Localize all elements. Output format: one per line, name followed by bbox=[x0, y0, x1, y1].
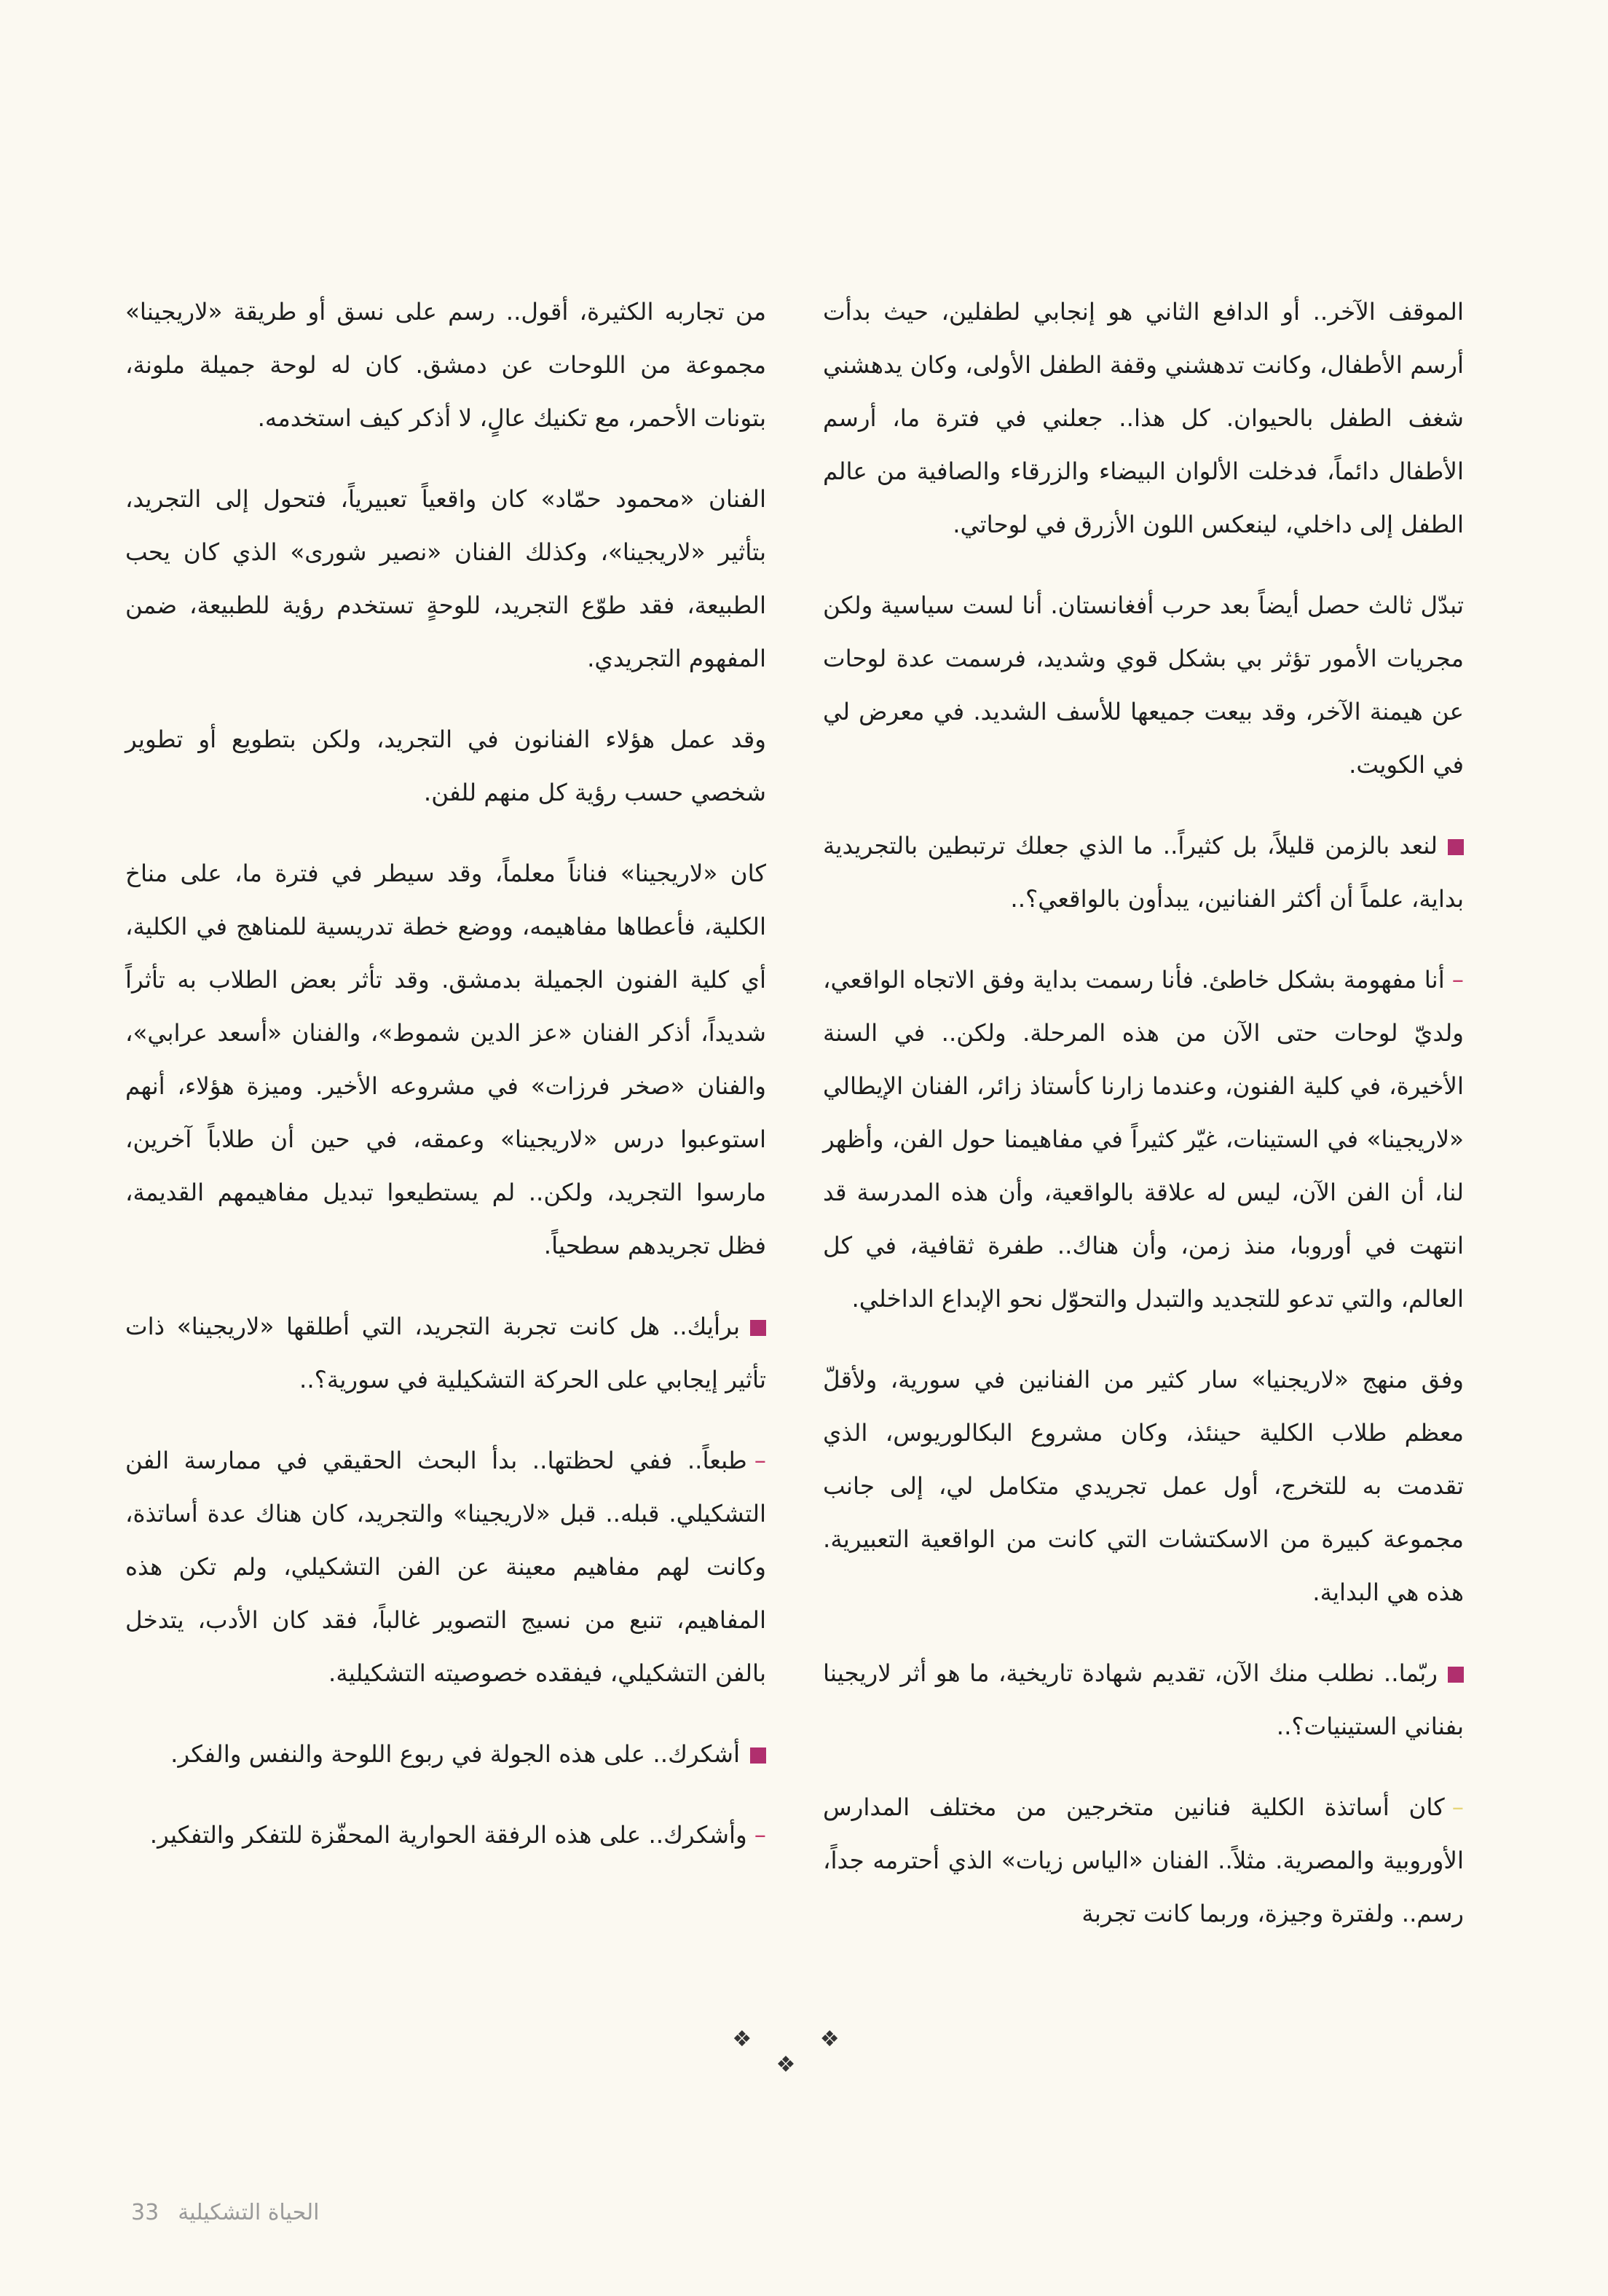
question-paragraph bbox=[125, 1300, 766, 1407]
question-paragraph bbox=[823, 819, 1464, 926]
answer-text: وأشكرك.. على هذه الرفقة الحوارية المحفّزة للتفكر والتفكير. bbox=[149, 1821, 747, 1849]
answer-paragraph bbox=[125, 1434, 766, 1700]
answer-dash-icon: – bbox=[1451, 1793, 1464, 1821]
question-text: لنعد بالزمن قليلاً، بل كثيراً.. ما الذي جعلك ترتبطين بالتجريدية بداية، علماً أن أكثر الفنانين، يبدأون بالواقعي؟.. bbox=[823, 832, 1464, 913]
question-marker-icon bbox=[1448, 839, 1464, 855]
answer-text: أنا مفهومة بشكل خاطئ. فأنا رسمت بداية وفق الاتجاه الواقعي، ولديّ لوحات حتى الآن من هذه المرحلة. ولكن.. في السنة الأخيرة، في كلية الفنون، وعندما زارنا كأستاذ زائر، الفنان الإيطالي «لاريجينا» في الستينات، غيّر كثيراً في مفاهيمنا حول الفن، وأظهر لنا، أن الفن الآن، ليس له علاقة بالواقعية، وأن هذه المدرسة قد انتهت في أوروبا، منذ زمن، وأن هناك.. طفرة ثقافية، في كل العالم، والتي تدعو للتجديد والتبدل والتحوّل نحو الإبداع الداخلي. bbox=[823, 966, 1464, 1313]
answer-dash-icon: – bbox=[1451, 966, 1464, 994]
paragraph-text: وفق منهج «لاريجنيا» سار كثير من الفنانين في سورية، ولأقلّ معظم طلاب الكلية حينئذ، وكان مشروع البكالوريوس، الذي تقدمت به للتخرج، أول عمل تجريدي متكامل لي، إلى جانب مجموعة كبيرة من الاسكتشات التي كانت من الواقعية التعبيرية. هذه هي البداية. bbox=[823, 1366, 1464, 1606]
question-marker-icon bbox=[750, 1747, 766, 1764]
answer-paragraph bbox=[823, 954, 1464, 1326]
paragraph-text: من تجاربه الكثيرة، أقول.. رسم على نسق أو طريقة «لاريجينا» مجموعة من اللوحات عن دمشق. كان له لوحة جميلة ملونة، بتونات الأحمر، مع تكنيك عالٍ، لا أذكر كيف استخدمه. bbox=[125, 298, 766, 432]
answer-text: كان أساتذة الكلية فنانين متخرجين من مختلف المدارس الأوروبية والمصرية. مثلاً.. الفنان «الياس زيات» الذي أحترمه جداً، رسم.. ولفترة وجيزة، وربما كانت تجربة bbox=[823, 1793, 1464, 1927]
question-marker-icon bbox=[750, 1320, 766, 1336]
answer-paragraph bbox=[125, 1809, 766, 1862]
paragraph-text: تبدّل ثالث حصل أيضاً بعد حرب أفغانستان. أنا لست سياسية ولكن مجريات الأمور تؤثر بي بشكل قوي وشديد، فرسمت عدة لوحات عن هيمنة الآخر، وقد بيعت جميعها للأسف الشديد. في معرض لي في الكويت. bbox=[823, 591, 1464, 779]
question-text: أشكرك.. على هذه الجولة في ربوع اللوحة والنفس والفكر. bbox=[170, 1740, 740, 1768]
paragraph bbox=[823, 286, 1464, 551]
paragraph bbox=[125, 713, 766, 819]
paragraph bbox=[125, 286, 766, 445]
article-column-left bbox=[125, 286, 766, 1890]
page-number: 33 bbox=[131, 2200, 159, 2225]
paragraph-text: كان «لاريجينا» فناناً معلماً، وقد سيطر في فترة ما، على مناخ الكلية، فأعطاها مفاهيمه، ووضع خطة تدريسية للمناهج في الكلية، أي كلية الفنون الجميلة بدمشق. وقد تأثر بعض الطلاب به تأثراً شديداً، أذكر الفنان «عز الدين شموط»، والفنان «أسعد عرابي»، والفنان «صخر فرزات» في مشروعه الأخير. وميزة هؤلاء، أنهم استوعبوا درس «لاريجينا» وعمقه، في حين أن طلاباً آخرين، مارسوا التجريد، ولكن.. لم يستطيعوا تبديل مفاهيمهم القديمة، فظل تجريدهم سطحياً. bbox=[125, 860, 766, 1259]
paragraph bbox=[823, 1353, 1464, 1619]
paragraph-text: الموقف الآخر.. أو الدافع الثاني هو إنجابي لطفلين، حيث بدأت أرسم الأطفال، وكانت تدهشني وقفة الطفل الأولى، وكان يدهشني شغف الطفل بالحيوان. كل هذا.. جعلني في فترة ما، أرسم الأطفال دائماً، فدخلت الألوان البيضاء والزرقاء والصافية من عالم الطفل إلى داخلي، لينعكس اللون الأزرق في لوحاتي. bbox=[823, 298, 1464, 538]
answer-paragraph bbox=[823, 1781, 1464, 1941]
answer-text: طبعاً.. ففي لحظتها.. بدأ البحث الحقيقي في ممارسة الفن التشكيلي. قبله.. قبل «لاريجينا» والتجريد، كان هناك عدة أساتذة، وكانت لهم مفاهيم معينة عن الفن التشكيلي، ولم تكن هذه المفاهيم، تنبع من نسيج التصوير غالباً، فقد كان الأدب، يتدخل بالفن التشكيلي، فيفقده خصوصيته التشكيلية. bbox=[125, 1447, 766, 1687]
paragraph-text: وقد عمل هؤلاء الفنانون في التجريد، ولكن بتطويع أو تطوير شخصي حسب رؤية كل منهم للفن. bbox=[125, 726, 766, 806]
paragraph-text: الفنان «محمود حمّاد» كان واقعياً تعبيرياً، فتحول إلى التجريد، بتأثير «لاريجينا»، وكذلك الفنان «نصير شورى» الذي كان يحب الطبيعة، فقد طوّع التجريد، للوحةٍ تستخدم رؤية للطبيعة، ضمن المفهوم التجريدي. bbox=[125, 485, 766, 672]
paragraph bbox=[125, 847, 766, 1273]
answer-dash-icon: – bbox=[754, 1821, 766, 1849]
section-separator: ❖ ❖ ❖ bbox=[732, 2026, 870, 2077]
paragraph bbox=[125, 473, 766, 685]
question-paragraph bbox=[125, 1728, 766, 1781]
magazine-name: الحياة التشكيلية bbox=[178, 2200, 320, 2225]
question-text: برأيك.. هل كانت تجربة التجريد، التي أطلقها «لاريجينا» ذات تأثير إيجابي على الحركة التشكيلية في سورية؟.. bbox=[125, 1313, 766, 1393]
paragraph bbox=[823, 579, 1464, 792]
answer-dash-icon: – bbox=[754, 1447, 766, 1474]
page-footer bbox=[131, 2200, 319, 2225]
question-marker-icon bbox=[1448, 1667, 1464, 1683]
question-text: ربّما.. نطلب منك الآن، تقديم شهادة تاريخية، ما هو أثر لاريجينا بفناني الستينيات؟.. bbox=[823, 1659, 1464, 1740]
question-paragraph bbox=[823, 1647, 1464, 1753]
article-column-right bbox=[823, 286, 1464, 1968]
